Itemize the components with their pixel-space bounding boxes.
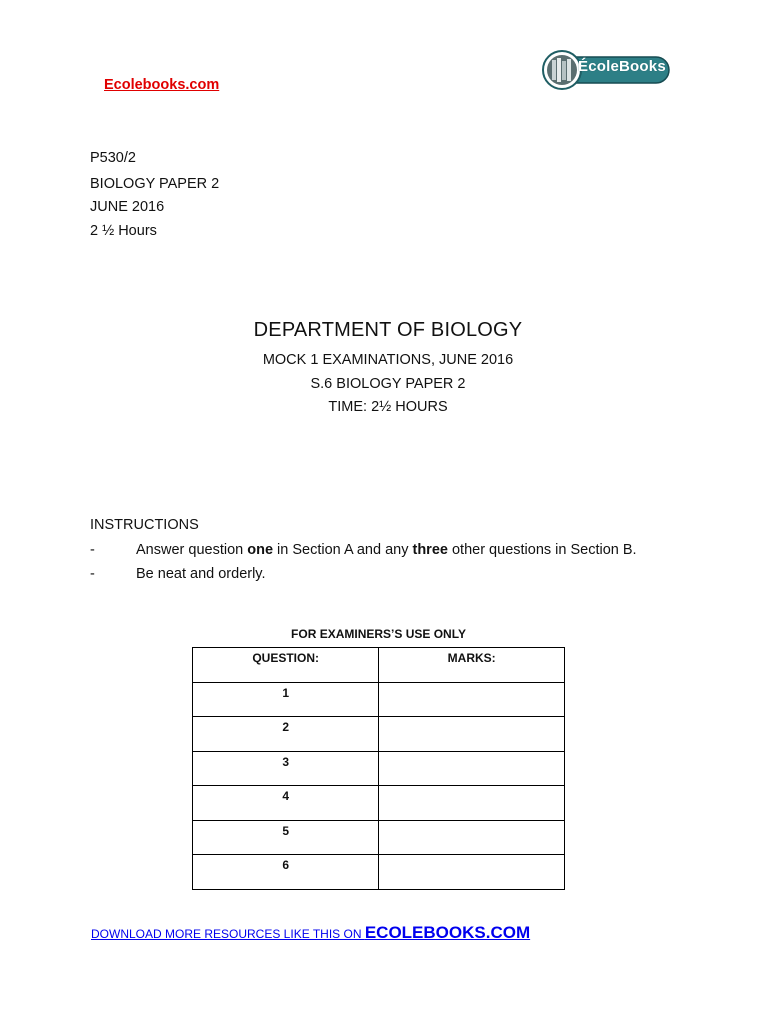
paper-title: S.6 BIOLOGY PAPER 2 — [310, 376, 466, 392]
instruction-text: in Section A and any — [273, 542, 413, 558]
footer-link-site: ECOLEBOOKS.COM — [364, 923, 531, 942]
header-site-link[interactable]: Ecolebooks.com — [104, 77, 220, 93]
marks-column-header: MARKS: — [379, 648, 565, 683]
logo-text: ÉcoleBooks — [578, 58, 666, 75]
footer-download-link[interactable] — [91, 923, 530, 943]
instruction-item-2: Be neat and orderly. — [136, 566, 266, 582]
instruction-text: Answer question — [136, 542, 248, 558]
question-number-cell: 1 — [193, 682, 379, 717]
bullet-marker: - — [90, 542, 95, 558]
question-number-cell: 3 — [193, 751, 379, 786]
instructions-heading: INSTRUCTIONS — [90, 517, 199, 533]
question-column-header: QUESTION: — [193, 648, 379, 683]
time-title: TIME: 2½ HOURS — [328, 399, 448, 415]
exam-title: MOCK 1 EXAMINATIONS, JUNE 2016 — [262, 352, 514, 368]
table-header-row — [193, 648, 565, 683]
marks-cell — [379, 717, 565, 752]
marks-cell — [379, 786, 565, 821]
marks-cell — [379, 820, 565, 855]
department-title: DEPARTMENT OF BIOLOGY — [253, 319, 523, 341]
question-number-cell: 5 — [193, 820, 379, 855]
examiner-marks-table — [192, 647, 565, 890]
table-row — [193, 855, 565, 890]
table-row — [193, 682, 565, 717]
instruction-text: other questions in Section B. — [447, 542, 637, 558]
question-number-cell: 6 — [193, 855, 379, 890]
instruction-emphasis: one — [247, 542, 274, 558]
question-number-cell: 4 — [193, 786, 379, 821]
marks-cell — [379, 751, 565, 786]
marks-cell — [379, 855, 565, 890]
examiner-table-title: FOR EXAMINERS’S USE ONLY — [291, 627, 466, 641]
bullet-marker: - — [90, 566, 95, 582]
table-row — [193, 751, 565, 786]
question-number-cell: 2 — [193, 717, 379, 752]
instruction-emphasis: three — [412, 542, 448, 558]
instruction-item-1 — [136, 542, 637, 558]
paper-subject: BIOLOGY PAPER 2 — [90, 176, 220, 192]
marks-cell — [379, 682, 565, 717]
table-row — [193, 717, 565, 752]
table-row — [193, 786, 565, 821]
footer-link-prefix: DOWNLOAD MORE RESOURCES LIKE THIS ON — [91, 927, 365, 941]
paper-code: P530/2 — [90, 150, 136, 166]
paper-date: JUNE 2016 — [90, 199, 165, 215]
paper-duration: 2 ½ Hours — [90, 223, 157, 239]
table-row — [193, 820, 565, 855]
